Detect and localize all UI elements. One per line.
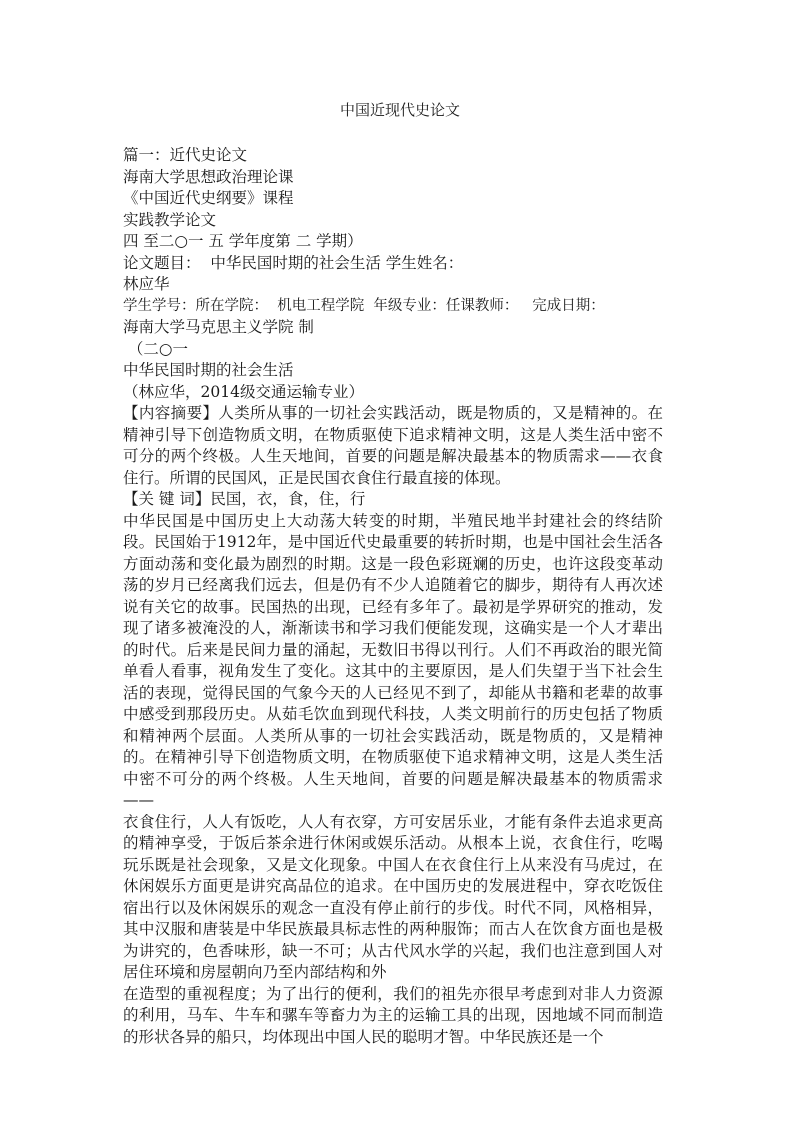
header-line: 海南大学马克思主义学院 制: [123, 318, 314, 336]
header-line: 篇一：近代史论文: [123, 146, 248, 164]
body-paragraph: 在造型的重视程度；为了出行的便利，我们的祖先亦很早考虑到对非人力资源的利用，马车、牛车和骡车等畜力为主的运输工具的出现，因地域不同而制造的形状各异的船只，均体现出中国人民的聪明才智。中华民族还是一个: [123, 984, 663, 1046]
header-line: 中华民国时期的社会生活: [123, 361, 294, 379]
header-line: 《中国近代史纲要》课程: [123, 189, 294, 207]
document-title: 中国近现代史论文: [339, 101, 460, 119]
body-paragraph: 中华民国是中国历史上大动荡大转变的时期，半殖民地半封建社会的终结阶段。民国始于1912年，是中国近代史最重要的转折时期，也是中国社会生活各方面动荡和变化最为剧烈的时期。这是一段色彩斑斓的历史，也许这段变革动荡的岁月已经离我们远去，但是仍有不少人追随着它的脚步，期待有人再次述说有关它的故事。民国热的出现，已经有多年了。最初是学界研究的推动，发现了诸多被淹没的人，渐渐读书和学习我们便能发现，这确实是一个人才辈出的时代。后来是民间力量的涌起，无数旧书得以刊行。人们不再政治的眼光简单看人看事，视角发生了变化。这其中的主要原因，是人们失望于当下社会生活的表现，觉得民国的气象今天的人已经见不到了，却能从书籍和老辈的故事中感受到那段历史。从茹毛饮血到现代科技，人类文明前行的历史包括了物质和精神两个层面。人类所从事的一切社会实践活动，既是物质的，又是精神的。在精神引导下创造物质文明，在物质驱使下追求精神文明，这是人类生活中密不可分的两个终极。人生天地间，首要的问题是解决最基本的物质需求——: [123, 511, 663, 809]
header-line: 实践教学论文: [123, 210, 217, 229]
document-body: [123, 145, 663, 1048]
header-line: 论文题目： 中华民国时期的社会生活 学生姓名：: [123, 253, 464, 272]
keywords-line: 【关 键 词】民国，衣，食，住，行: [123, 490, 366, 508]
header-line: （二○一: [123, 339, 188, 358]
body-paragraph: 衣食住行，人人有饭吃，人人有衣穿，方可安居乐业，才能有条件去追求更高的精神享受，于饭后茶余进行休闲或娱乐活动。从根本上说，衣食住行，吃喝玩乐既是社会现象，又是文化现象。中国人在衣食住行上从来没有马虎过，在休闲娱乐方面更是讲究高品位的追求。在中国历史的发展进程中，穿衣吃饭住宿出行以及休闲娱乐的观念一直没有停止前行的步伐。时代不同，风格相异，其中汉服和唐装是中华民族最具标志性的两种服饰；而古人在饮食方面也是极为讲究的，色香味形，缺一不可；从古代风水学的兴起，我们也注意到国人对居住环境和房屋朝向乃至内部结构和外: [123, 812, 663, 981]
header-line: （林应华，2014级交通运输专业）: [123, 382, 364, 401]
header-line: 学生学号：所在学院： 机电工程学院 年级专业：任课教师： 完成日期：: [123, 297, 605, 314]
abstract-paragraph: 【内容摘要】人类所从事的一切社会实践活动，既是物质的，又是精神的。在精神引导下创造物质文明，在物质驱使下追求精神文明，这是人类生活中密不可分的两个终极。人生天地间，首要的问题是解决最基本的物质需求——衣食住行。所谓的民国风，正是民国衣食住行最直接的体现。: [123, 404, 663, 487]
header-line: 四 至二○一 五 学年度第 二 学期）: [123, 232, 363, 250]
header-line: 海南大学思想政治理论课: [123, 167, 294, 186]
header-line: 林应华: [123, 275, 170, 293]
